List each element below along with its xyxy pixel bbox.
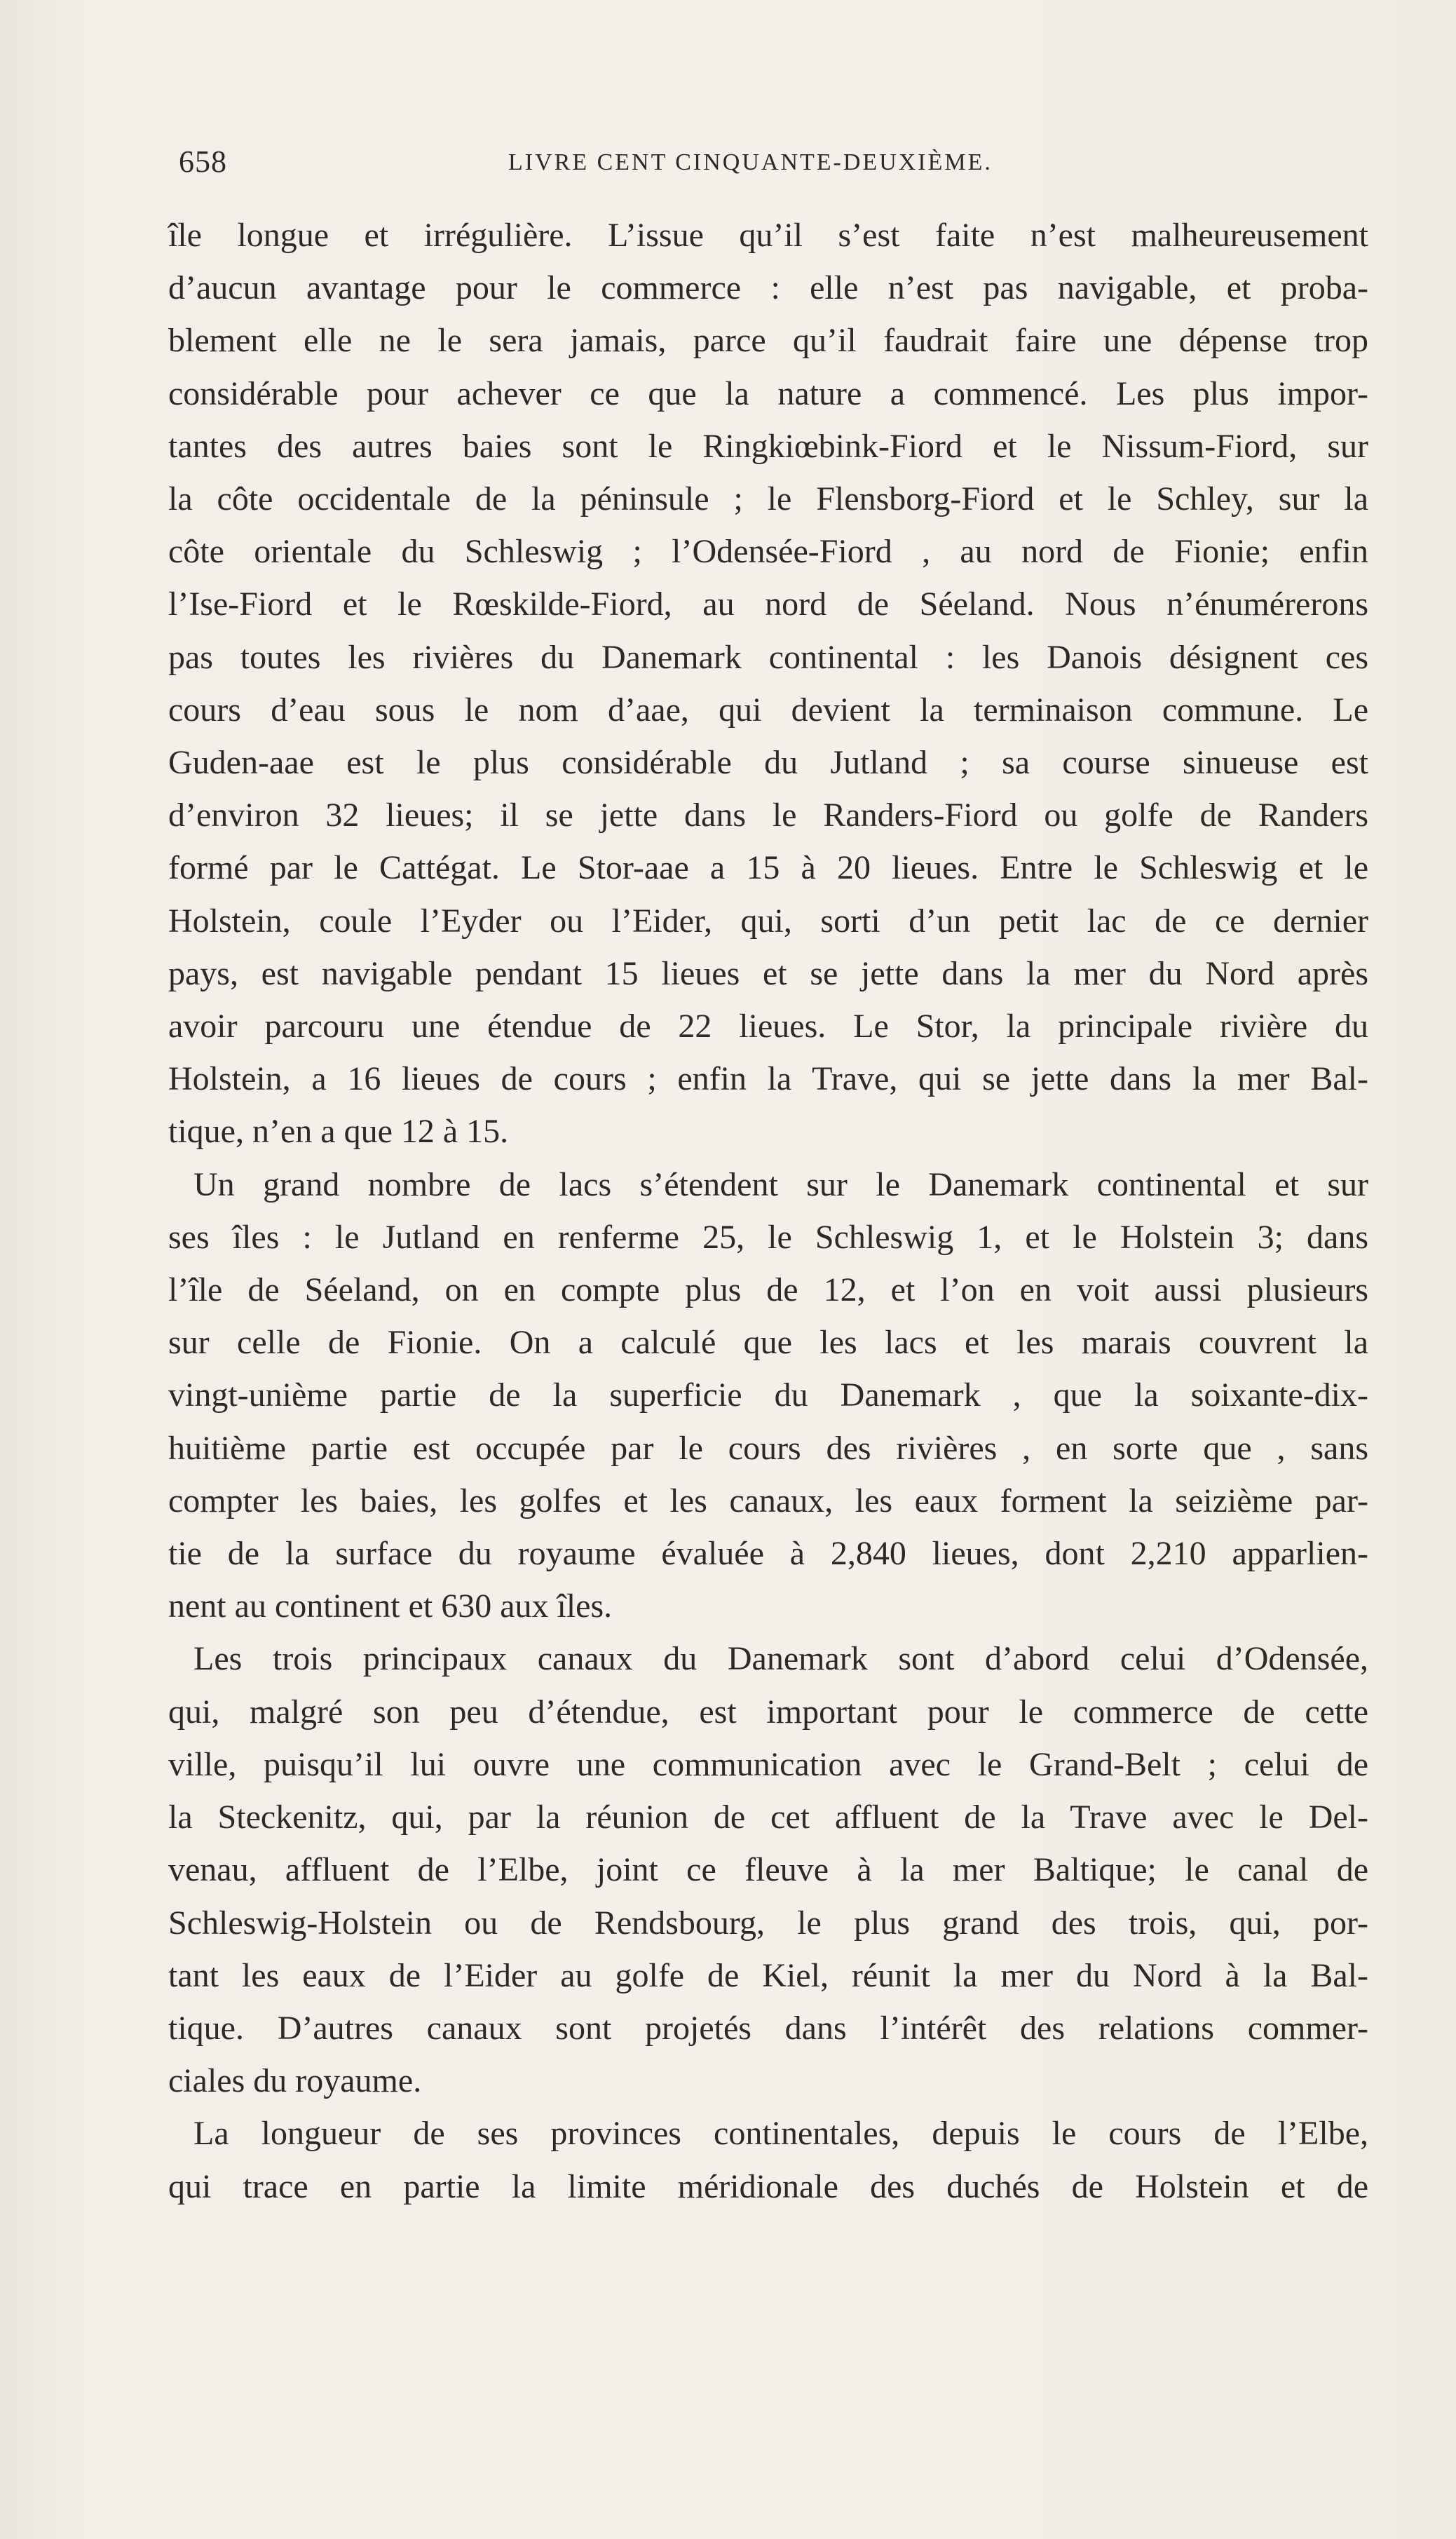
text-line: avoir parcouru une étendue de 22 lieues. Le Stor, la principale rivière du — [168, 1008, 1368, 1045]
text-line: l’île de Séeland, on en compte plus de 12, et l’on en voit aussi plusieurs — [168, 1271, 1368, 1309]
text-line: sur celle de Fionie. On a calculé que les lacs et les marais couvrent la — [168, 1324, 1368, 1362]
text-line: tant les eaux de l’Eider au golfe de Kiel, réunit la mer du Nord à la Bal- — [168, 1956, 1368, 1994]
text-line: ville, puisqu’il lui ouvre une communication avec le Grand-Belt ; celui de — [168, 1745, 1368, 1783]
text-line: compter les baies, les golfes et les canaux, les eaux forment la seizième par- — [168, 1482, 1368, 1519]
text-line: tantes des autres baies sont le Ringkiœbink-Fiord et le Nissum-Fiord, sur — [168, 427, 1368, 465]
text-line: considérable pour achever ce que la nature a commencé. Les plus impor- — [168, 374, 1368, 412]
text-line: Un grand nombre de lacs s’étendent sur le Danemark continental et sur — [193, 1165, 1368, 1203]
body-text — [168, 209, 1368, 2213]
text-line: huitième partie est occupée par le cours des rivières , en sorte que , sans — [168, 1429, 1368, 1467]
text-line: La longueur de ses provinces continentales, depuis le cours de l’Elbe, — [193, 2115, 1368, 2153]
text-line: formé par le Cattégat. Le Stor-aae a 15 à 20 lieues. Entre le Schleswig et le — [168, 849, 1368, 887]
text-line: Schleswig-Holstein ou de Rendsbourg, le plus grand des trois, qui, por- — [168, 1904, 1368, 1942]
text-line: Guden-aae est le plus considérable du Jutland ; sa course sinueuse est — [168, 744, 1368, 782]
text-line: île longue et irrégulière. L’issue qu’il s’est faite n’est malheureusement — [168, 217, 1368, 254]
text-line: vingt-unième partie de la superficie du Danemark , que la soixante-dix- — [168, 1376, 1368, 1414]
text-line: blement elle ne le sera jamais, parce qu’il faudrait faire une dépense trop — [168, 322, 1368, 360]
text-line: cours d’eau sous le nom d’aae, qui devient la terminaison commune. Le — [168, 691, 1368, 729]
text-line: tique. D’autres canaux sont projetés dans l’intérêt des relations commer- — [168, 2009, 1368, 2047]
text-line: côte orientale du Schleswig ; l’Odensée-Fiord , au nord de Fionie; enfin — [168, 533, 1368, 571]
text-line: qui, malgré son peu d’étendue, est important pour le commerce de cette — [168, 1693, 1368, 1731]
text-line: l’Ise-Fiord et le Rœskilde-Fiord, au nord de Séeland. Nous n’énumérerons — [168, 585, 1368, 623]
text-line: ciales du royaume. — [168, 2062, 422, 2100]
text-line: venau, affluent de l’Elbe, joint ce fleuve à la mer Baltique; le canal de — [168, 1851, 1368, 1889]
text-line: Holstein, a 16 lieues de cours ; enfin la Trave, qui se jette dans la mer Bal- — [168, 1060, 1368, 1098]
text-line: la Steckenitz, qui, par la réunion de cet affluent de la Trave avec le Del- — [168, 1799, 1368, 1836]
text-line: d’environ 32 lieues; il se jette dans le Randers-Fiord ou golfe de Randers — [168, 797, 1368, 834]
text-line: tie de la surface du royaume évaluée à 2,840 lieues, dont 2,210 apparlien- — [168, 1535, 1368, 1573]
text-line: tique, n’en a que 12 à 15. — [168, 1113, 509, 1151]
text-line: pas toutes les rivières du Danemark continental : les Danois désignent ces — [168, 638, 1368, 676]
text-line: la côte occidentale de la péninsule ; le Flensborg-Fiord et le Schley, sur la — [168, 480, 1368, 518]
text-line: nent au continent et 630 aux îles. — [168, 1587, 613, 1625]
text-line: pays, est navigable pendant 15 lieues et se jette dans la mer du Nord après — [168, 954, 1368, 992]
text-line: Holstein, coule l’Eyder ou l’Eider, qui, sorti d’un petit lac de ce dernier — [168, 902, 1368, 940]
page-header — [179, 144, 1367, 186]
page-number: 658 — [179, 144, 227, 179]
text-line: d’aucun avantage pour le commerce : elle n’est pas navigable, et proba- — [168, 269, 1368, 307]
text-line: qui trace en partie la limite méridionale des duchés de Holstein et de — [168, 2167, 1368, 2205]
text-line: ses îles : le Jutland en renferme 25, le Schleswig 1, et le Holstein 3; dans — [168, 1218, 1368, 1256]
running-title: LIVRE CENT CINQUANTE-DEUXIÈME. — [508, 149, 993, 175]
text-line: Les trois principaux canaux du Danemark sont d’abord celui d’Odensée, — [193, 1640, 1368, 1678]
